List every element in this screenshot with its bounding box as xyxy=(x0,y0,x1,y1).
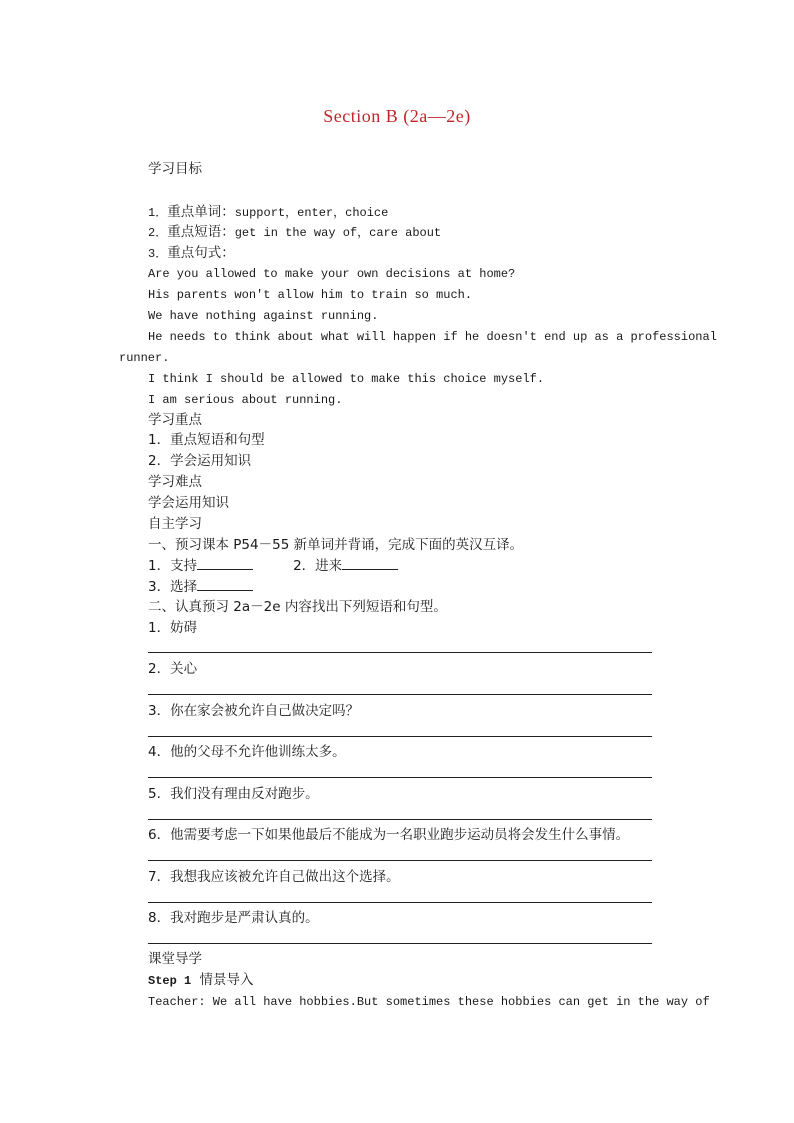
phrase-item: 5．我们没有理由反对跑步。 xyxy=(148,786,319,802)
key-points-heading: 学习重点 xyxy=(148,412,202,428)
goal-item-2: 2．重点短语：get in the way of，care about xyxy=(148,224,442,240)
answer-line[interactable] xyxy=(148,943,652,944)
phrase-item: 7．我想我应该被允许自己做出这个选择。 xyxy=(148,869,400,885)
key-sentence: Are you allowed to make your own decisions at home? xyxy=(148,267,516,281)
key-sentence-continuation: runner. xyxy=(119,351,170,365)
phrase-item: 3．你在家会被允许自己做决定吗？ xyxy=(148,703,360,719)
vocab-item: 2．进来 xyxy=(293,558,343,574)
answer-line[interactable] xyxy=(148,694,652,695)
answer-line[interactable] xyxy=(148,902,652,903)
answer-line[interactable] xyxy=(148,777,652,778)
goals-heading: 学习目标 xyxy=(148,161,202,177)
answer-line[interactable] xyxy=(148,860,652,861)
phrase-item: 8．我对跑步是严肃认真的。 xyxy=(148,910,319,926)
answer-line[interactable] xyxy=(148,819,652,820)
goal-item-1: 1．重点单词：support，enter，choice xyxy=(148,204,389,220)
page-title: Section B (2a—2e) xyxy=(323,106,471,126)
answer-line[interactable] xyxy=(148,652,652,653)
key-sentence: I am serious about running. xyxy=(148,393,343,407)
key-sentence: He needs to think about what will happen if he doesn't end up as a professional xyxy=(148,330,717,344)
answer-blank[interactable] xyxy=(197,578,253,591)
vocab-row-1 xyxy=(148,557,398,575)
self-study-heading: 自主学习 xyxy=(148,516,202,532)
key-sentence: I think I should be allowed to make this choice myself. xyxy=(148,372,545,386)
key-point-item: 1．重点短语和句型 xyxy=(148,432,265,448)
difficulty-heading: 学习难点 xyxy=(148,474,202,490)
teacher-line: Teacher: We all have hobbies.But sometimes these hobbies can get in the way of xyxy=(148,995,710,1009)
answer-blank[interactable] xyxy=(197,557,253,570)
vocab-item: 3．选择 xyxy=(148,579,198,595)
classroom-heading: 课堂导学 xyxy=(148,951,202,967)
phrase-item: 1．妨碍 xyxy=(148,620,198,636)
answer-line[interactable] xyxy=(148,736,652,737)
step-1-heading: Step 1 情景导入 xyxy=(148,972,254,988)
goal-item-3: 3．重点句式： xyxy=(148,245,235,261)
phrase-item: 2．关心 xyxy=(148,661,198,677)
part2-intro: 二、认真预习 2a－2e 内容找出下列短语和句型。 xyxy=(148,599,447,615)
vocab-row-2 xyxy=(148,578,253,596)
key-sentence: We have nothing against running. xyxy=(148,309,379,323)
phrase-item: 6．他需要考虑一下如果他最后不能成为一名职业跑步运动员将会发生什么事情。 xyxy=(148,827,630,843)
part1-intro: 一、预习课本 P54－55 新单词并背诵，完成下面的英汉互译。 xyxy=(148,537,524,553)
vocab-item: 1．支持 xyxy=(148,558,198,574)
key-point-item: 2．学会运用知识 xyxy=(148,453,252,469)
key-sentence: His parents won't allow him to train so much. xyxy=(148,288,473,302)
answer-blank[interactable] xyxy=(342,557,398,570)
difficulty-text: 学会运用知识 xyxy=(148,495,229,511)
phrase-item: 4．他的父母不允许他训练太多。 xyxy=(148,744,346,760)
